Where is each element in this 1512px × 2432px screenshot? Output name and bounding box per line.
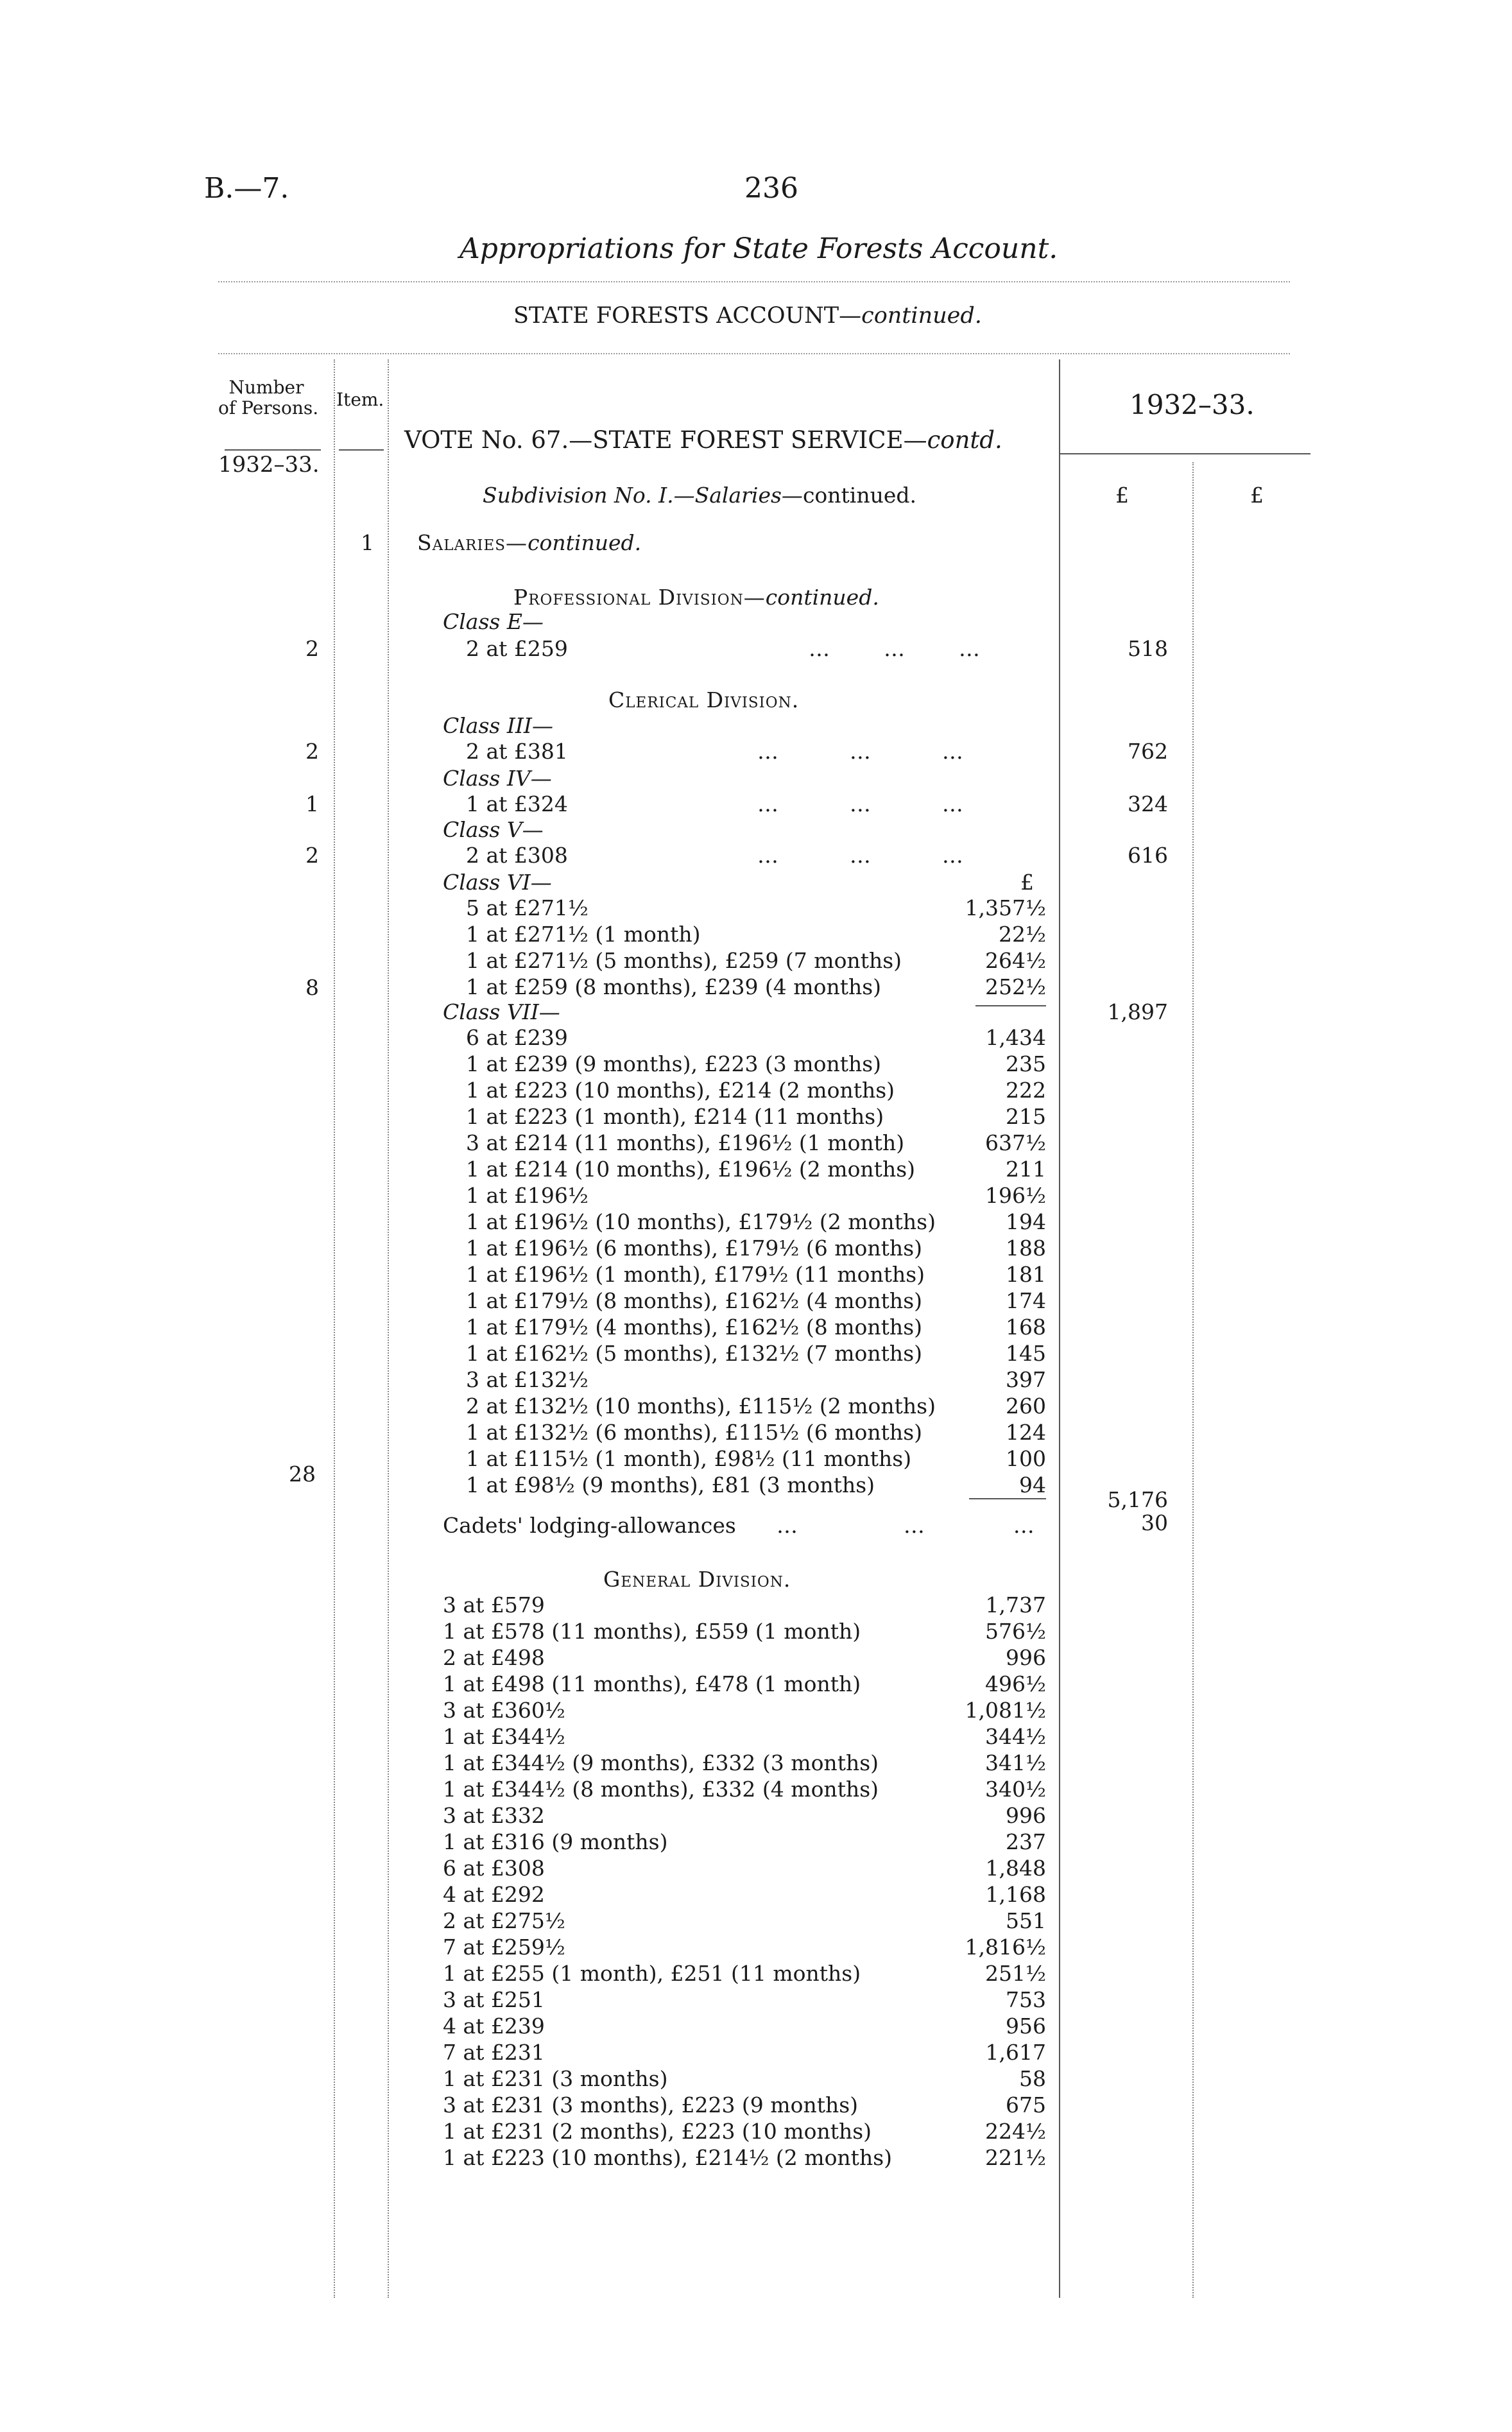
class-vii-row-amount: 235: [1006, 1051, 1046, 1076]
persons-col-rule: [334, 359, 335, 2298]
general-row-label: 2 at £498: [443, 1645, 545, 1670]
class-vi-row-label: 1 at £271½ (5 months), £259 (7 months): [466, 948, 902, 973]
general-row-amount: 58: [1019, 2066, 1046, 2091]
general-row-label: 4 at £239: [443, 2014, 545, 2039]
class-e-label: Class E—: [443, 609, 544, 634]
amount-underline: [1060, 453, 1310, 454]
class-vi-row-amount: 264½: [985, 948, 1046, 973]
general-row-label: 7 at £231: [443, 2040, 545, 2065]
subdivision: [483, 483, 916, 508]
persons-header-line2: of Persons.: [218, 397, 319, 418]
general-row-amount: 996: [1006, 1645, 1046, 1670]
class-vi-label: Class VI—: [443, 870, 552, 895]
account-title: [513, 303, 982, 329]
general-row-amount: 496½: [985, 1671, 1046, 1696]
general-row-amount: 1,168: [985, 1882, 1046, 1907]
class-vii-row-amount: 174: [1006, 1288, 1046, 1313]
class-vi-total: 1,897: [1107, 999, 1168, 1024]
general-row-label: 3 at £251: [443, 1987, 545, 2012]
general-row-label: 1 at £344½ (9 months), £332 (3 months): [443, 1750, 879, 1775]
class-vii-row-label: 1 at £239 (9 months), £223 (3 months): [466, 1051, 882, 1076]
class-vii-row-label: 1 at £162½ (5 months), £132½ (7 months): [466, 1341, 922, 1366]
class-vii-row-amount: 211: [1006, 1157, 1046, 1182]
class-v-label: Class V—: [443, 817, 544, 842]
class-e-dots: … … …: [809, 636, 982, 661]
salaries-cont: continued.: [528, 530, 642, 555]
vote-title-main: VOTE No. 67.—STATE FOREST SERVICE—: [404, 426, 927, 454]
class-vii-row-label: 1 at £196½ (10 months), £179½ (2 months): [466, 1209, 936, 1234]
general-row-label: 3 at £360½: [443, 1698, 565, 1723]
class-vi-row-label: 1 at £271½ (1 month): [466, 922, 701, 947]
general-row-amount: 1,816½: [965, 1935, 1046, 1960]
general-row-amount: 344½: [985, 1724, 1046, 1749]
table-top-rule: [218, 353, 1290, 354]
class-vi-row-label: 1 at £259 (8 months), £239 (4 months): [466, 974, 882, 999]
class-vii-row-label: 2 at £132½ (10 months), £115½ (2 months): [466, 1393, 936, 1419]
class-vii-persons: 28: [289, 1462, 316, 1487]
general-row-label: 3 at £231 (3 months), £223 (9 months): [443, 2092, 859, 2117]
class-vi-row-amount: 252½: [985, 974, 1046, 999]
class-vii-total: 5,176: [1107, 1487, 1168, 1512]
general-row-label: 4 at £292: [443, 1882, 545, 1907]
class-vii-row-label: 1 at £98½ (9 months), £81 (3 months): [466, 1472, 875, 1497]
running-title: Appropriations for State Forests Account.: [460, 232, 1058, 265]
general-heading: General Division.: [603, 1567, 791, 1592]
general-row-amount: 1,617: [985, 2040, 1046, 2065]
general-row-amount: 340½: [985, 1777, 1046, 1802]
class-vi-persons: 8: [305, 975, 319, 1000]
class-iii-label: Class III—: [443, 713, 553, 738]
general-row-label: 1 at £231 (2 months), £223 (10 months): [443, 2119, 872, 2144]
general-row-label: 1 at £344½ (8 months), £332 (4 months): [443, 1777, 879, 1802]
class-vii-row-label: 1 at £196½ (1 month), £179½ (11 months): [466, 1262, 925, 1287]
persons-header-line1: Number: [228, 377, 304, 398]
general-row-amount: 341½: [985, 1750, 1046, 1775]
pound-col1: £: [1115, 483, 1129, 508]
class-vii-row-label: 1 at £223 (1 month), £214 (11 months): [466, 1104, 884, 1129]
class-iv-dots: … … …: [757, 791, 965, 816]
class-e-row: 2 at £259: [466, 636, 568, 661]
class-vii-row-label: 6 at £239: [466, 1025, 568, 1050]
page-number: 236: [744, 172, 798, 205]
class-vii-row-amount: 260: [1006, 1393, 1046, 1419]
account-title-main: STATE FORESTS ACCOUNT: [513, 303, 839, 329]
class-vii-row-label: 1 at £179½ (8 months), £162½ (4 months): [466, 1288, 922, 1313]
item-col-rule: [388, 359, 389, 2298]
class-vii-row-label: 1 at £214 (10 months), £196½ (2 months): [466, 1157, 916, 1182]
general-row-label: 3 at £579: [443, 1592, 545, 1617]
general-row-label: 6 at £308: [443, 1856, 545, 1881]
salaries-main: Salaries—: [417, 530, 528, 555]
general-row-label: 1 at £231 (3 months): [443, 2066, 668, 2091]
class-vii-subtotal-rule: [969, 1498, 1046, 1499]
class-vii-row-amount: 94: [1019, 1472, 1046, 1497]
class-vii-row-label: 1 at £115½ (1 month), £98½ (11 months): [466, 1446, 912, 1471]
cadets-label: Cadets' lodging-allowances: [443, 1513, 736, 1538]
class-vi-subtotal-rule: [975, 1005, 1046, 1006]
cadets-total: 30: [1141, 1510, 1168, 1535]
class-vii-row-amount: 194: [1006, 1209, 1046, 1234]
account-title-cont: —continued.: [839, 303, 982, 329]
class-iv-persons: 1: [305, 791, 319, 816]
class-vii-row-amount: 196½: [985, 1183, 1046, 1208]
class-vi-row-amount: 1,357½: [965, 895, 1046, 920]
class-e-total: 518: [1128, 636, 1168, 661]
class-vii-row-label: 3 at £132½: [466, 1367, 588, 1392]
vote-title-cont: contd.: [927, 426, 1002, 454]
cadets-dots: … … …: [777, 1513, 1036, 1538]
class-vii-row-label: 1 at £132½ (6 months), £115½ (6 months): [466, 1420, 922, 1445]
general-row-label: 3 at £332: [443, 1803, 545, 1828]
class-vii-row-label: 3 at £214 (11 months), £196½ (1 month): [466, 1130, 905, 1155]
item-number: 1: [361, 530, 374, 555]
general-row-amount: 1,737: [985, 1592, 1046, 1617]
clerical-heading: Clerical Division.: [608, 687, 800, 712]
class-vii-label: Class VII—: [443, 999, 560, 1024]
general-row-amount: 956: [1006, 2014, 1046, 2039]
class-iv-row: 1 at £324: [466, 791, 568, 816]
class-vii-row-label: 1 at £223 (10 months), £214 (2 months): [466, 1078, 895, 1103]
class-e-persons: 2: [305, 636, 319, 661]
general-row-amount: 221½: [985, 2145, 1046, 2170]
class-vi-pound: £: [1020, 870, 1034, 895]
header-rule: [218, 281, 1290, 282]
class-iii-dots: … … …: [757, 739, 965, 764]
class-iii-persons: 2: [305, 739, 319, 764]
item-header: Item.: [336, 389, 384, 410]
general-row-amount: 576½: [985, 1619, 1046, 1644]
class-iv-total: 324: [1128, 791, 1168, 816]
class-v-dots: … … …: [757, 843, 965, 868]
general-row-label: 1 at £255 (1 month), £251 (11 months): [443, 1961, 861, 1986]
persons-header: [218, 377, 319, 418]
class-vi-row-label: 5 at £271½: [466, 895, 588, 920]
class-iii-row: 2 at £381: [466, 739, 568, 764]
general-row-amount: 996: [1006, 1803, 1046, 1828]
general-row-amount: 753: [1006, 1987, 1046, 2012]
subcol-rule: [1192, 462, 1194, 2298]
salaries-heading: [417, 530, 641, 555]
class-vii-row-amount: 168: [1006, 1315, 1046, 1340]
general-row-amount: 675: [1006, 2092, 1046, 2117]
subdivision-main: Subdivision No. I.—Salaries—: [483, 483, 803, 508]
class-vii-row-amount: 215: [1006, 1104, 1046, 1129]
class-vii-row-label: 1 at £196½ (6 months), £179½ (6 months): [466, 1236, 922, 1261]
class-vii-row-amount: 100: [1006, 1446, 1046, 1471]
persons-year: 1932–33.: [218, 452, 320, 478]
general-row-label: 2 at £275½: [443, 1908, 565, 1933]
general-row-amount: 237: [1006, 1829, 1046, 1854]
general-row-label: 1 at £223 (10 months), £214½ (2 months): [443, 2145, 893, 2170]
class-vii-row-label: 1 at £196½: [466, 1183, 588, 1208]
general-row-label: 1 at £498 (11 months), £478 (1 month): [443, 1671, 861, 1696]
amount-col-rule: [1059, 359, 1060, 2298]
persons-underline: [225, 449, 321, 451]
class-vii-row-amount: 637½: [985, 1130, 1046, 1155]
general-row-label: 7 at £259½: [443, 1935, 565, 1960]
class-vii-row-amount: 188: [1006, 1236, 1046, 1261]
professional-cont: continued.: [765, 585, 879, 610]
class-iii-total: 762: [1128, 739, 1168, 764]
general-row-amount: 1,848: [985, 1856, 1046, 1881]
general-row-label: 1 at £316 (9 months): [443, 1829, 668, 1854]
amount-year-header: 1932–33.: [1130, 389, 1255, 420]
class-vii-row-amount: 124: [1006, 1420, 1046, 1445]
subdivision-cont: continued.: [802, 483, 917, 508]
general-row-amount: 251½: [985, 1961, 1046, 1986]
class-vii-row-amount: 397: [1006, 1367, 1046, 1392]
professional-main: Professional Division—: [513, 585, 766, 610]
item-underline: [339, 449, 384, 451]
class-v-persons: 2: [305, 843, 319, 868]
class-vii-row-amount: 1,434: [985, 1025, 1046, 1050]
general-row-amount: 1,081½: [965, 1698, 1046, 1723]
pound-col2: £: [1250, 483, 1264, 508]
general-row-amount: 224½: [985, 2119, 1046, 2144]
class-vii-row-amount: 145: [1006, 1341, 1046, 1366]
page-ref: B.—7.: [204, 172, 289, 205]
vote-title: [404, 426, 1002, 454]
class-vii-row-amount: 222: [1006, 1078, 1046, 1103]
class-v-row: 2 at £308: [466, 843, 568, 868]
class-vii-row-label: 1 at £179½ (4 months), £162½ (8 months): [466, 1315, 922, 1340]
class-vii-row-amount: 181: [1006, 1262, 1046, 1287]
general-row-amount: 551: [1006, 1908, 1046, 1933]
general-row-label: 1 at £344½: [443, 1724, 565, 1749]
general-row-label: 1 at £578 (11 months), £559 (1 month): [443, 1619, 861, 1644]
class-iv-label: Class IV—: [443, 766, 552, 791]
class-v-total: 616: [1128, 843, 1168, 868]
professional-heading: [513, 584, 879, 610]
class-vi-row-amount: 22½: [999, 922, 1046, 947]
